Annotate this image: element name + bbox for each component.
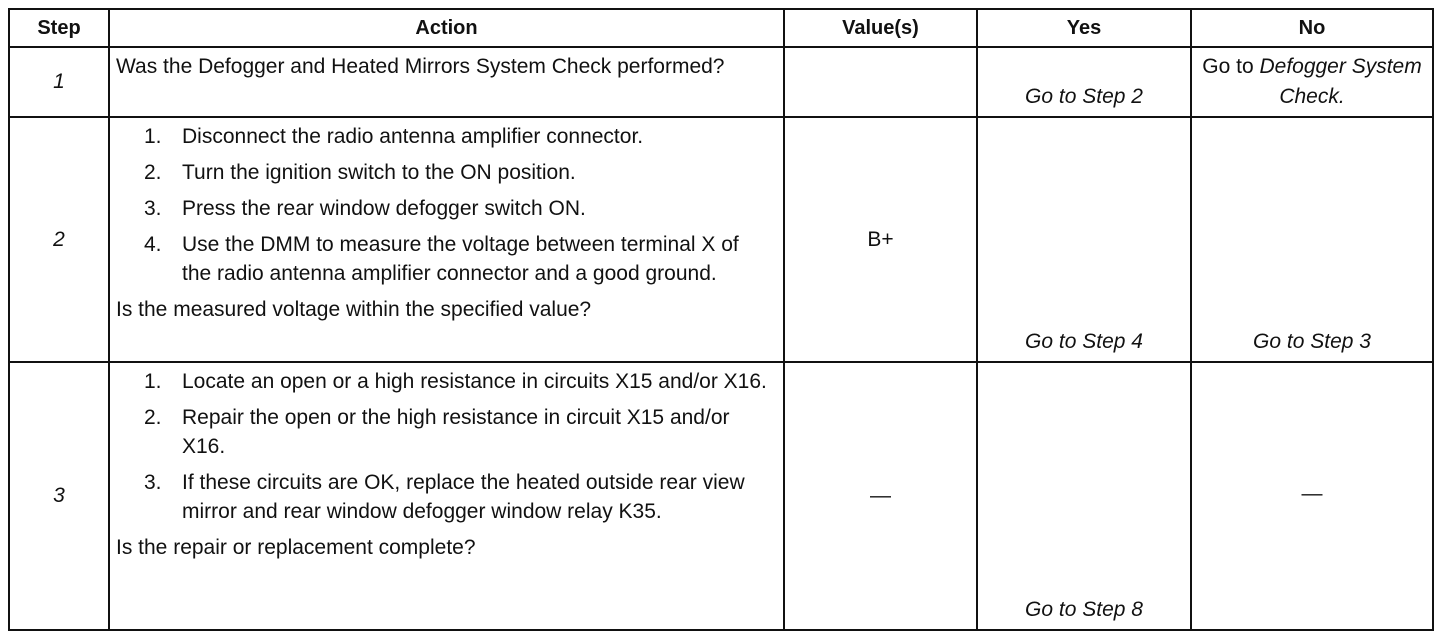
item-number: 1. xyxy=(144,125,162,148)
no-cell xyxy=(1191,47,1433,117)
action-cell xyxy=(109,362,784,630)
item-text: Press the rear window defogger switch ON. xyxy=(182,197,586,220)
yes-cell: Go to Step 8 xyxy=(977,362,1191,630)
step-number: 3 xyxy=(9,362,109,630)
question-text: Is the repair or replacement complete? xyxy=(116,536,476,559)
header-step: Step xyxy=(9,9,109,47)
action-cell xyxy=(109,117,784,362)
header-row xyxy=(9,9,1433,47)
item-number: 3. xyxy=(144,197,162,220)
item-text: Use the DMM to measure the voltage between terminal X of the radio antenna amplifier connector and a good ground. xyxy=(182,233,739,285)
list-item xyxy=(116,122,777,151)
no-link[interactable]: Defogger System Check. xyxy=(1259,55,1422,108)
list-item xyxy=(116,194,777,223)
table-row xyxy=(9,362,1433,630)
table-row xyxy=(9,47,1433,117)
item-number: 3. xyxy=(144,471,162,494)
list-item xyxy=(116,158,777,187)
header-action: Action xyxy=(109,9,784,47)
step-number: 2 xyxy=(9,117,109,362)
action-list xyxy=(116,367,777,526)
yes-cell: Go to Step 2 xyxy=(977,47,1191,117)
header-values: Value(s) xyxy=(784,9,977,47)
item-number: 2. xyxy=(144,406,162,429)
header-yes: Yes xyxy=(977,9,1191,47)
item-text: Locate an open or a high resistance in circuits X15 and/or X16. xyxy=(182,370,767,393)
item-text: Turn the ignition switch to the ON position. xyxy=(182,161,576,184)
item-text: If these circuits are OK, replace the heated outside rear view mirror and rear window defogger window relay K35. xyxy=(182,471,745,523)
header-no: No xyxy=(1191,9,1433,47)
no-cell: Go to Step 3 xyxy=(1191,117,1433,362)
item-number: 2. xyxy=(144,161,162,184)
item-number: 4. xyxy=(144,233,162,256)
question-text: Was the Defogger and Heated Mirrors System Check performed? xyxy=(116,55,725,78)
item-text: Disconnect the radio antenna amplifier connector. xyxy=(182,125,644,148)
item-number: 1. xyxy=(144,370,162,393)
action-cell xyxy=(109,47,784,117)
diagnostic-table xyxy=(8,8,1434,631)
value-cell xyxy=(784,47,977,117)
step-number: 1 xyxy=(9,47,109,117)
item-text: Repair the open or the high resistance in circuit X15 and/or X16. xyxy=(182,406,730,458)
action-list xyxy=(116,122,777,288)
no-prefix: Go to xyxy=(1202,55,1260,78)
value-cell: — xyxy=(784,362,977,630)
yes-cell: Go to Step 4 xyxy=(977,117,1191,362)
value-cell: B+ xyxy=(784,117,977,362)
list-item xyxy=(116,403,777,461)
table-row xyxy=(9,117,1433,362)
question-text: Is the measured voltage within the specified value? xyxy=(116,298,592,321)
list-item xyxy=(116,367,777,396)
list-item xyxy=(116,468,777,526)
no-cell: — xyxy=(1191,362,1433,630)
list-item xyxy=(116,230,777,288)
